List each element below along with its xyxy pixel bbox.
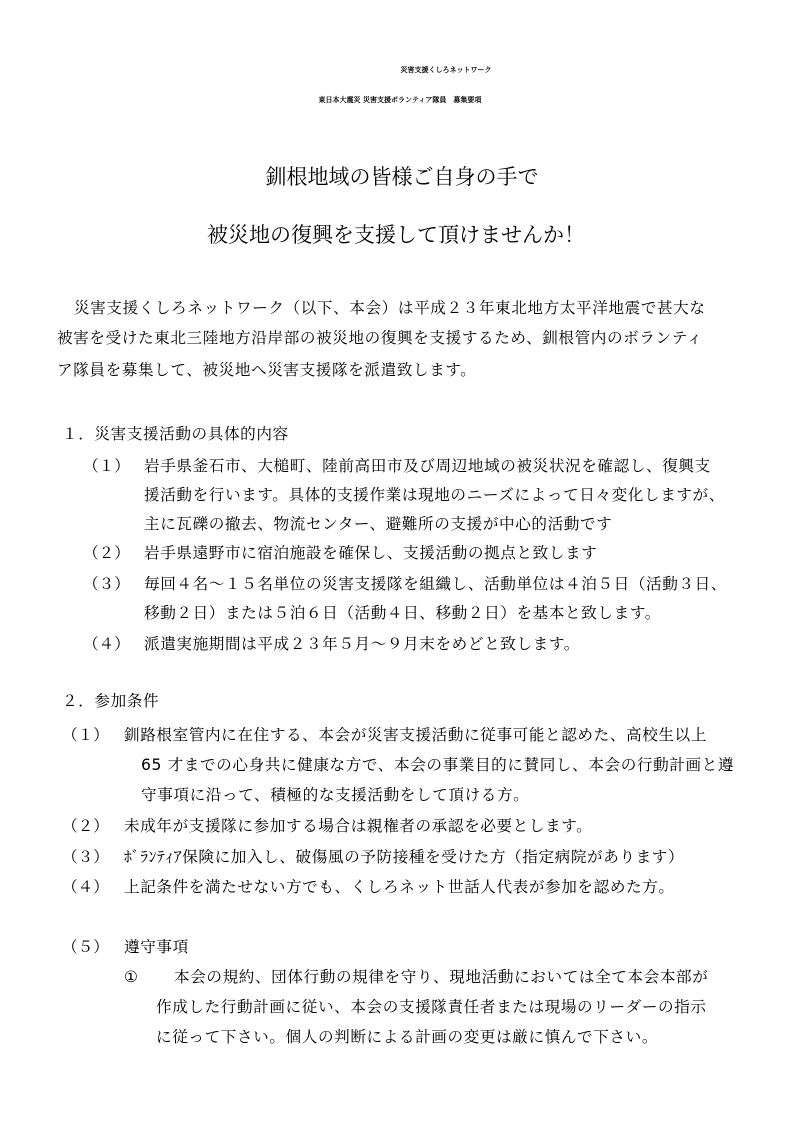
recruitment-title: 東日本大震災 災害支援ボランティア隊員 募集要項	[318, 96, 482, 104]
s2-item-1-line-1: 釧路根室管内に在住する、本会が災害支援活動に従事可能と認めた、高校生以上	[124, 726, 707, 744]
s1-item-2-number: （２）	[83, 544, 130, 562]
s2-item-1-number: （１）	[62, 726, 109, 744]
s2-item-3-line-1: ﾎﾞﾗﾝﾃｨｱ保険に加入し、破傷風の予防接種を受けた方（指定病院があります）	[124, 848, 685, 866]
s2-item-4-line-1: 上記条件を満たせない方でも、くしろネット世話人代表が参加を認めた方。	[124, 878, 675, 896]
s2-item-1-line-2: 65 才までの心身共に健康な方で、本会の事業目的に賛同し、本会の行動計画と遵	[141, 756, 735, 774]
s2-item-4-number: （４）	[62, 878, 109, 896]
s1-item-3-line-1: 毎回４名～１５名単位の災害支援隊を組織し、活動単位は４泊５日（活動３日、	[144, 575, 727, 593]
s2-item-5-number: （５）	[62, 938, 109, 956]
s1-item-1-line-1: 岩手県釜石市、大槌町、陸前高田市及び周辺地域の被災状況を確認し、復興支	[144, 457, 711, 475]
s1-item-1-number: （１）	[83, 457, 130, 475]
s2-item-5-line-1: 遵守事項	[124, 938, 189, 956]
s2-subitem-line-1: 本会の規約、団体行動の規律を守り、現地活動においては全て本会本部が	[174, 968, 709, 986]
s2-item-1-line-3: 守事項に沿って、積極的な支援活動をして頂ける方。	[141, 786, 530, 804]
s2-subitem-line-2: 作成した行動計画に従い、本会の支援隊責任者または現場のリーダーの指示	[156, 998, 707, 1016]
intro-line-1: 災害支援くしろネットワーク（以下、本会）は平成２３年東北地方太平洋地震で甚大な	[74, 299, 706, 317]
headline-line-2: 被災地の復興を支援して頂けませんか！	[207, 223, 585, 247]
intro-line-3: ア隊員を募集して、被災地へ災害支援隊を派遣致します。	[57, 361, 477, 379]
s2-item-2-number: （２）	[62, 817, 109, 835]
s1-item-4-number: （４）	[83, 635, 130, 653]
s2-subitem-marker: ①	[124, 968, 138, 986]
intro-line-2: 被害を受けた東北三陸地方沿岸部の被災地の復興を支援するため、釧根管内のボランティ	[57, 329, 703, 347]
s1-item-1-line-3: 主に瓦礫の撤去、物流センター、避難所の支援が中心的活動です	[144, 515, 613, 533]
s1-item-4-line-1: 派遣実施期間は平成２３年５月～９月末をめどと致します。	[144, 635, 580, 653]
s1-item-3-number: （３）	[83, 575, 130, 593]
s1-item-1-line-2: 援活動を行います。具体的支援作業は現地のニーズによって日々変化しますが、	[144, 486, 725, 504]
s2-item-3-number: （３）	[62, 848, 109, 866]
s1-item-3-line-2: 移動２日）または５泊６日（活動４日、移動２日）を基本と致します。	[144, 604, 661, 622]
s2-subitem-line-3: に従って下さい。個人の判断による計画の変更は厳に慎んで下さい。	[156, 1028, 659, 1046]
section-1-heading: １．災害支援活動の具体的内容	[62, 425, 289, 443]
s2-item-2-line-1: 未成年が支援隊に参加する場合は親権者の承認を必要とします。	[124, 817, 593, 835]
headline-line-1: 釧根地域の皆様ご自身の手で	[265, 165, 539, 189]
section-2-heading: ２．参加条件	[62, 692, 160, 710]
s1-item-2-line-1: 岩手県遠野市に宿泊施設を確保し、支援活動の拠点と致します	[144, 544, 598, 562]
organization-title: 災害支援くしろネットワーク	[400, 66, 492, 74]
